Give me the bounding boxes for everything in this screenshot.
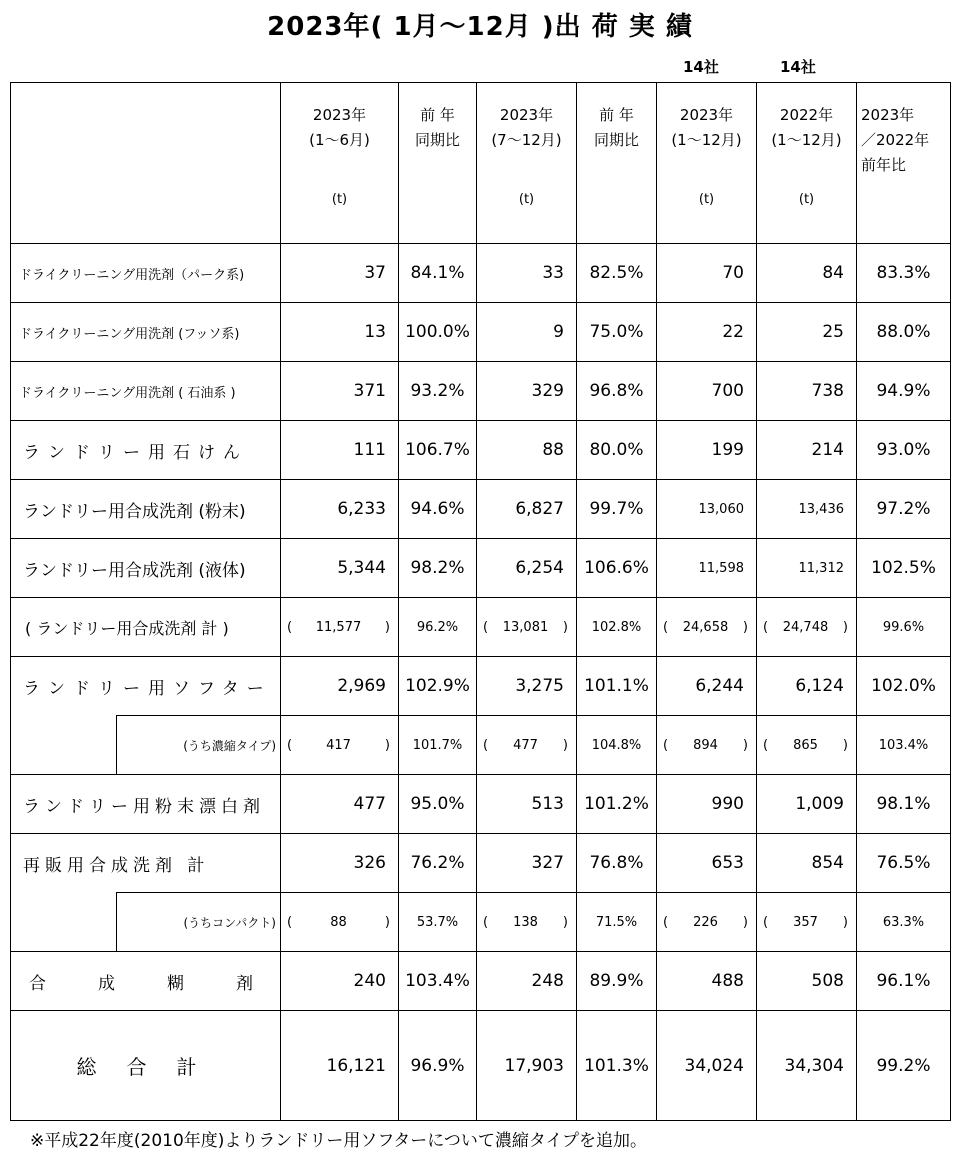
cell: ( 88 ) xyxy=(281,893,399,952)
header-h7: 2023年 ／2022年 前年比 xyxy=(857,83,951,244)
cell: 102.5% xyxy=(857,539,951,598)
cell: 106.7% xyxy=(399,421,477,480)
cell: 34,024 xyxy=(657,1011,757,1121)
table-row xyxy=(11,716,951,775)
cell: 95.0% xyxy=(399,775,477,834)
cell: ( 138 ) xyxy=(477,893,577,952)
cell: 240 xyxy=(281,952,399,1011)
row-label: ランドリー用合成洗剤 (液体) xyxy=(11,539,281,598)
shipment-table xyxy=(10,82,951,1121)
cell: 88.0% xyxy=(857,303,951,362)
cell: 1,009 xyxy=(757,775,857,834)
cell: ( 13,081 ) xyxy=(477,598,577,657)
cell: 84 xyxy=(757,244,857,303)
cell: 34,304 xyxy=(757,1011,857,1121)
cell: 248 xyxy=(477,952,577,1011)
header-h6: 2022年 (1～12月) (t) xyxy=(757,83,857,244)
cell: 101.1% xyxy=(577,657,657,716)
cell: 98.1% xyxy=(857,775,951,834)
cell: ( 357 ) xyxy=(757,893,857,952)
table-row xyxy=(11,952,951,1011)
table-row xyxy=(11,480,951,539)
cell: 17,903 xyxy=(477,1011,577,1121)
cell: 6,233 xyxy=(281,480,399,539)
cell: 94.9% xyxy=(857,362,951,421)
cell: 990 xyxy=(657,775,757,834)
cell: ( 417 ) xyxy=(281,716,399,775)
cell: 70 xyxy=(657,244,757,303)
cell: 37 xyxy=(281,244,399,303)
cell: 477 xyxy=(281,775,399,834)
row-label: 総合計 xyxy=(11,1011,281,1121)
indent-cell xyxy=(11,716,117,775)
cell: ( 477 ) xyxy=(477,716,577,775)
cell: 75.0% xyxy=(577,303,657,362)
cell: 11,312 xyxy=(757,539,857,598)
cell: 738 xyxy=(757,362,857,421)
cell: 653 xyxy=(657,834,757,893)
cell: 102.0% xyxy=(857,657,951,716)
header-h2: 前 年 同期比 xyxy=(399,83,477,244)
header-h5: 2023年 (1～12月) (t) xyxy=(657,83,757,244)
cell: 71.5% xyxy=(577,893,657,952)
table-row xyxy=(11,244,951,303)
cell: 96.8% xyxy=(577,362,657,421)
cell: 93.0% xyxy=(857,421,951,480)
cell: ( 226 ) xyxy=(657,893,757,952)
cell: 89.9% xyxy=(577,952,657,1011)
cell: 103.4% xyxy=(399,952,477,1011)
cell: 101.7% xyxy=(399,716,477,775)
cell: 6,254 xyxy=(477,539,577,598)
cell: 101.2% xyxy=(577,775,657,834)
cell: 199 xyxy=(657,421,757,480)
cell: 99.7% xyxy=(577,480,657,539)
cell: 93.2% xyxy=(399,362,477,421)
cell: 83.3% xyxy=(857,244,951,303)
table-row xyxy=(11,303,951,362)
table-row xyxy=(11,834,951,893)
cell: 102.9% xyxy=(399,657,477,716)
cell: 33 xyxy=(477,244,577,303)
cell: 101.3% xyxy=(577,1011,657,1121)
cell: 76.8% xyxy=(577,834,657,893)
cell: 76.5% xyxy=(857,834,951,893)
cell: 700 xyxy=(657,362,757,421)
cell: ( 865 ) xyxy=(757,716,857,775)
cell: 13,060 xyxy=(657,480,757,539)
company-count-2022: 14社 xyxy=(780,58,816,76)
header-blank xyxy=(11,83,281,244)
cell: 103.4% xyxy=(857,716,951,775)
cell: 327 xyxy=(477,834,577,893)
cell: 16,121 xyxy=(281,1011,399,1121)
cell: 6,124 xyxy=(757,657,857,716)
cell: 214 xyxy=(757,421,857,480)
cell: 53.7% xyxy=(399,893,477,952)
cell: ( 24,658 ) xyxy=(657,598,757,657)
company-count-2023: 14社 xyxy=(683,58,719,76)
cell: 488 xyxy=(657,952,757,1011)
cell: 326 xyxy=(281,834,399,893)
row-label: (うち濃縮タイプ) xyxy=(117,716,281,775)
cell: 22 xyxy=(657,303,757,362)
header-h4: 前 年 同期比 xyxy=(577,83,657,244)
table-row xyxy=(11,598,951,657)
cell: ( 24,748 ) xyxy=(757,598,857,657)
table-row xyxy=(11,775,951,834)
cell: 84.1% xyxy=(399,244,477,303)
row-label: (うちコンパクト) xyxy=(117,893,281,952)
table-row xyxy=(11,893,951,952)
cell: 13,436 xyxy=(757,480,857,539)
row-label: ランドリー用合成洗剤 (粉末) xyxy=(11,480,281,539)
cell: 97.2% xyxy=(857,480,951,539)
cell: 63.3% xyxy=(857,893,951,952)
cell: 513 xyxy=(477,775,577,834)
header-h1: 2023年 (1～6月) (t) xyxy=(281,83,399,244)
row-label: ランドリー用粉末漂白剤 xyxy=(11,775,281,834)
cell: 96.2% xyxy=(399,598,477,657)
cell: 99.2% xyxy=(857,1011,951,1121)
cell: 96.9% xyxy=(399,1011,477,1121)
table-row xyxy=(11,362,951,421)
cell: 3,275 xyxy=(477,657,577,716)
cell: 508 xyxy=(757,952,857,1011)
cell: 13 xyxy=(281,303,399,362)
cell: 100.0% xyxy=(399,303,477,362)
cell: 111 xyxy=(281,421,399,480)
cell: 2,969 xyxy=(281,657,399,716)
cell: 102.8% xyxy=(577,598,657,657)
cell: 94.6% xyxy=(399,480,477,539)
cell: 854 xyxy=(757,834,857,893)
cell: 9 xyxy=(477,303,577,362)
row-label: 再販用合成洗剤 計 xyxy=(11,834,281,893)
page-title: 2023年( 1月～12月 )出 荷 実 績 xyxy=(267,12,693,42)
cell: 98.2% xyxy=(399,539,477,598)
cell: ( 894 ) xyxy=(657,716,757,775)
cell: 329 xyxy=(477,362,577,421)
cell: 96.1% xyxy=(857,952,951,1011)
table-row xyxy=(11,657,951,716)
cell: 106.6% xyxy=(577,539,657,598)
row-label: ドライクリーニング用洗剤 ( 石油系 ) xyxy=(11,362,281,421)
row-label: ( ランドリー用合成洗剤 計 ) xyxy=(11,598,281,657)
cell: 82.5% xyxy=(577,244,657,303)
row-label: ランドリー用ソフター xyxy=(11,657,281,716)
row-label: ドライクリーニング用洗剤 (フッソ系) xyxy=(11,303,281,362)
cell: 76.2% xyxy=(399,834,477,893)
table-row xyxy=(11,539,951,598)
cell: 11,598 xyxy=(657,539,757,598)
cell: 6,827 xyxy=(477,480,577,539)
row-label: ランドリー用石けん xyxy=(11,421,281,480)
footnote: ※平成22年度(2010年度)よりランドリー用ソフターについて濃縮タイプを追加。 xyxy=(30,1131,648,1151)
cell: 80.0% xyxy=(577,421,657,480)
cell: 6,244 xyxy=(657,657,757,716)
cell: 25 xyxy=(757,303,857,362)
header-row xyxy=(11,83,951,244)
cell: 104.8% xyxy=(577,716,657,775)
table-row-total xyxy=(11,1011,951,1121)
row-label: 合成糊剤 xyxy=(11,952,281,1011)
indent-cell xyxy=(11,893,117,952)
row-label: ドライクリーニング用洗剤（パーク系) xyxy=(11,244,281,303)
cell: 5,344 xyxy=(281,539,399,598)
cell: 371 xyxy=(281,362,399,421)
cell: ( 11,577 ) xyxy=(281,598,399,657)
header-h3: 2023年 (7～12月) (t) xyxy=(477,83,577,244)
table-row xyxy=(11,421,951,480)
cell: 88 xyxy=(477,421,577,480)
cell: 99.6% xyxy=(857,598,951,657)
